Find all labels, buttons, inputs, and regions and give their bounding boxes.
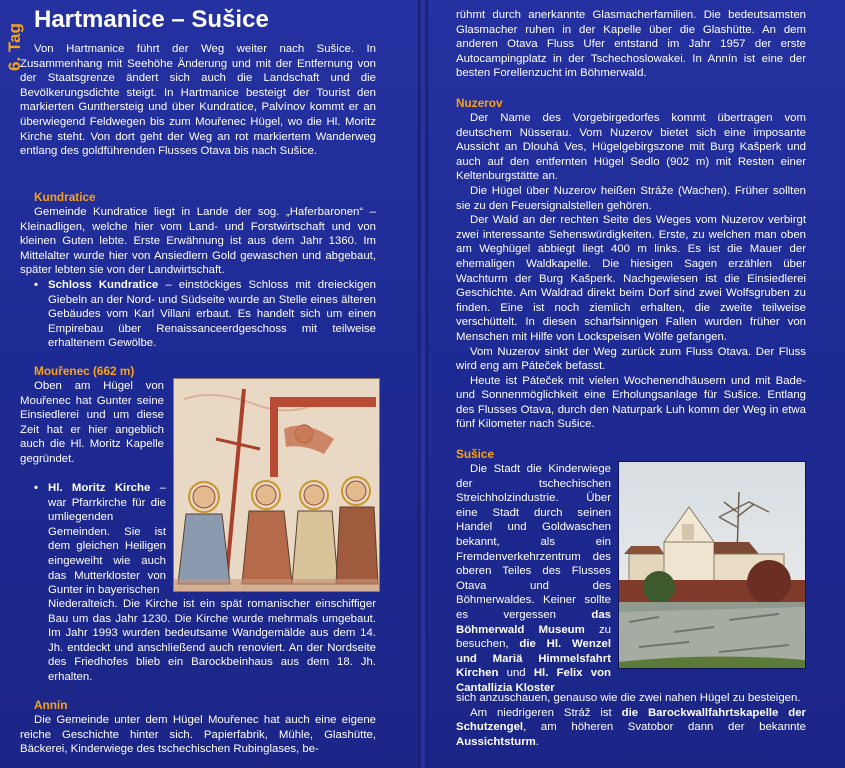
churches-name: die Hl. Wenzel und Mariä Himmelsfahrt Kirchen [456,638,612,680]
heading-nuzerov: Nuzerov [456,96,503,110]
annin-continuation [456,8,806,81]
susice-intro: Die Stadt die Kinderwiege der tschechischen Streichholzindustrie. Über eine Stadt durch seinen Handel und Goldwaschen bekannt, als ein Fremdenverkehrzentrum des oberen Teiles des Flusses Otava und des Böhmerwaldes. Keiner sollte es vergessen [456,463,611,621]
bullet-schloss [34,278,376,351]
page-title: Hartmanice – Sušice [34,6,269,33]
heading-annin: Annín [34,698,68,712]
mourenec-paragraph: Oben am Hügel von Mouřenec hat Gunter seine Einsiedlerei und um diese Zeit hat er hier angeblich auch die Hl. Moritz Kapelle gegründet. [20,380,164,465]
moritz-name: Hl. Moritz Kirche [48,482,151,494]
nuzerov-p1: Der Name des Vorgebirgedorfes kommt übertragen vom deutschem Nüsserau. Vom Nuzerov bietet sich eine imposante Aussicht an Dlouhá Ves, Hügelgebirgszone mit Burg Kašperk und auch auf den entfernten Hügel Sedlo (902 m) mit Resten einer Keltenburgstätte an. [456,112,806,183]
susice-text-narrow [456,462,611,696]
fresco-drawing [174,379,379,591]
bullet-dot: • [34,279,38,291]
nuzerov-p2: Die Hügel über Nuzerov heißen Stráže (Wachen). Früher sollten sie zu den Feuersignalstellen gehören. [456,184,806,212]
susice-p2-pre: Am niedrigeren Stráž ist [470,706,622,719]
nuzerov-text [456,111,806,432]
susice-photo [618,461,806,669]
fresco-image [173,378,380,592]
nuzerov-p3: Der Wald an der rechten Seite des Weges vom Nuzerov verbirgt zwei interessante Sehenswürdigkeiten. Erste, zu welchen man oben am Weghügel abbiegt liegt 400 m links. Es ist die Mauer der ehemaligen Waldkapelle. Die hiesigen Sagen erzählen über Wachturm der Burg Kašperk. Nachgewiesen ist die Einsiedlerei Geschichte. Am Waldrad direkt beim Dorf sind zwei Wolfsgruben zu finden. Eine ist noch ziemlich erhalten, die zweite teilweise verschüttelt. In diesen scharfsinnigen Fallen wurden früher von Menschen mit Hilfe von Lockspeisen Wölfe gefangen. [456,214,806,343]
moritz-text-wide [48,597,376,685]
annin-text [20,713,376,757]
museum-name: das Böhmerwald Museum [456,608,611,636]
annin-cont-paragraph: rühmt durch anerkannte Glasmacherfamilien. Die bedeutsamsten Glasmacher ruhen in der Kapelle über die Glashütte. An dem anderen Otava Fluss Ufer entstand im Jahr 1957 der erste Autocampingplatz in der Tschechoslowakei. In Annín ist eine der besten Forellenzucht im Böhmerwald. [456,9,806,80]
moritz-desc-wide: Niederalteich. Die Kirche ist ein spät romanischer einschiffiger Bau um das Jahr 1230. Die Kirche wurde mehrmals umgebaut. Im Jahr 1993 wurden bedeutsame Wandgemälde aus dem 14. Jh. entdeckt und anschließend auch renoviert. An der Nordseite des Friedhofes blieb ein Barockbeinhaus aus dem 18. Jh. erhalten. [48,598,376,683]
heading-mourenec: Mouřenec (662 m) [34,364,135,378]
nuzerov-p5: Heute ist Páteček mit vielen Wochenendhäusern und mit Bade- und Sonnenmöglichkeit eine Erholungsanlage für Sušice. Entlang des Flusses Otava, durch den Naturpark Luh komm der Weg in etwa fünf Kilometer nach Sušice. [456,374,806,431]
schloss-desc: – einstöckiges Schloss mit dreieckigen Giebeln an der Nord- und Südseite wurde an Stelle eines älteren Gebäudes vom Karl Villani erbaut. Es handelt sich um einen Empirebau über Renaissanceerdgeschoss mit teilweise erhaltenem Gewölbe. [48,279,376,350]
susice-p2-end: . [535,735,539,748]
nuzerov-p4: Vom Nuzerov sinkt der Weg zurück zum Fluss Otava. Der Fluss wird eng am Páteček befasst. [456,345,806,373]
intro-text [20,42,376,159]
susice-mid1: zu besuchen, [456,623,611,651]
kapelle-name: die Barockwallfahrtskapelle der Schutzengel [456,706,806,734]
susice-wide-end: sich anzuschauen, genauso wie die zwei nahen Hügel zu besteigen. [456,692,801,704]
kloster-name: Hl. Felix von Cantallizia Kloster [456,667,611,694]
annin-paragraph: Die Gemeinde unter dem Hügel Mouřenec hat auch eine eigene reiche Geschichte hinter sich. Papierfabrik, Mühle, Glashütte, Bäckerei, Kinderwiege des tschechischen Rubinglases, be- [20,714,376,756]
bullet-moritz [34,481,167,598]
susice-paragraph-narrow [456,462,611,696]
kundratice-paragraph: Gemeinde Kundratice liegt in Lande der sog. „Haferbaronen“ – Kleinadligen, welche hier vom Land- und Forstwirtschaft und von kleinen Guten lebte. Erste Erwähnung ist aus dem Jahr 1360. Im Mittelalter wurde hier von Ansiedlern Gold gewaschen und abgebaut, später lebten sie von der Landwirtschaft. [20,206,376,277]
bullet-dot: • [34,482,38,494]
moritz-desc-narrow: – war Pfarrkirche für die umliegenden Gemeinden. Sie ist dem gleichen Heiligen eingeweiht wie auch das Mutterkloster von Gunter in bayerischen [48,482,167,597]
book-gutter [418,0,428,768]
susice-photo-drawing [619,462,805,668]
right-page [428,0,845,768]
susice-mid2: und [498,667,534,680]
heading-kundratice: Kundratice [34,190,96,204]
heading-susice: Sušice [456,447,495,461]
kundratice-text [20,205,376,278]
intro-paragraph: Von Hartmanice führt der Weg weiter nach Sušice. In Zusammenhang mit Seehöhe Änderung und mit der Entfernung von der Staatsgrenze ändert sich auch die Landschaft und die Bevölkerungsdichte steigt. In Hartmanice besteigt der Tourist den markierten Gunthersteig und über Kundratice, Palvínov kommt er an überwiegend Feldwegen bis zum Mouřenec Hügel, wo die Hl. Moritz Kirche steht. Von dort geht der Weg an rot markiertem Wanderweg entlang des goldführenden Flusses Otava bis nach Sušice. [20,43,376,158]
schloss-name: Schloss Kundratice [48,279,159,291]
tower-name: Aussichtsturm [456,735,536,748]
susice-p2 [456,706,806,750]
left-page [0,0,418,768]
susice-p2-mid: , am höheren Svatobor dann der bekannte [523,721,806,734]
mourenec-text [20,379,164,467]
day-tab: 6. Tag [5,23,24,71]
susice-text-wide [456,691,806,749]
